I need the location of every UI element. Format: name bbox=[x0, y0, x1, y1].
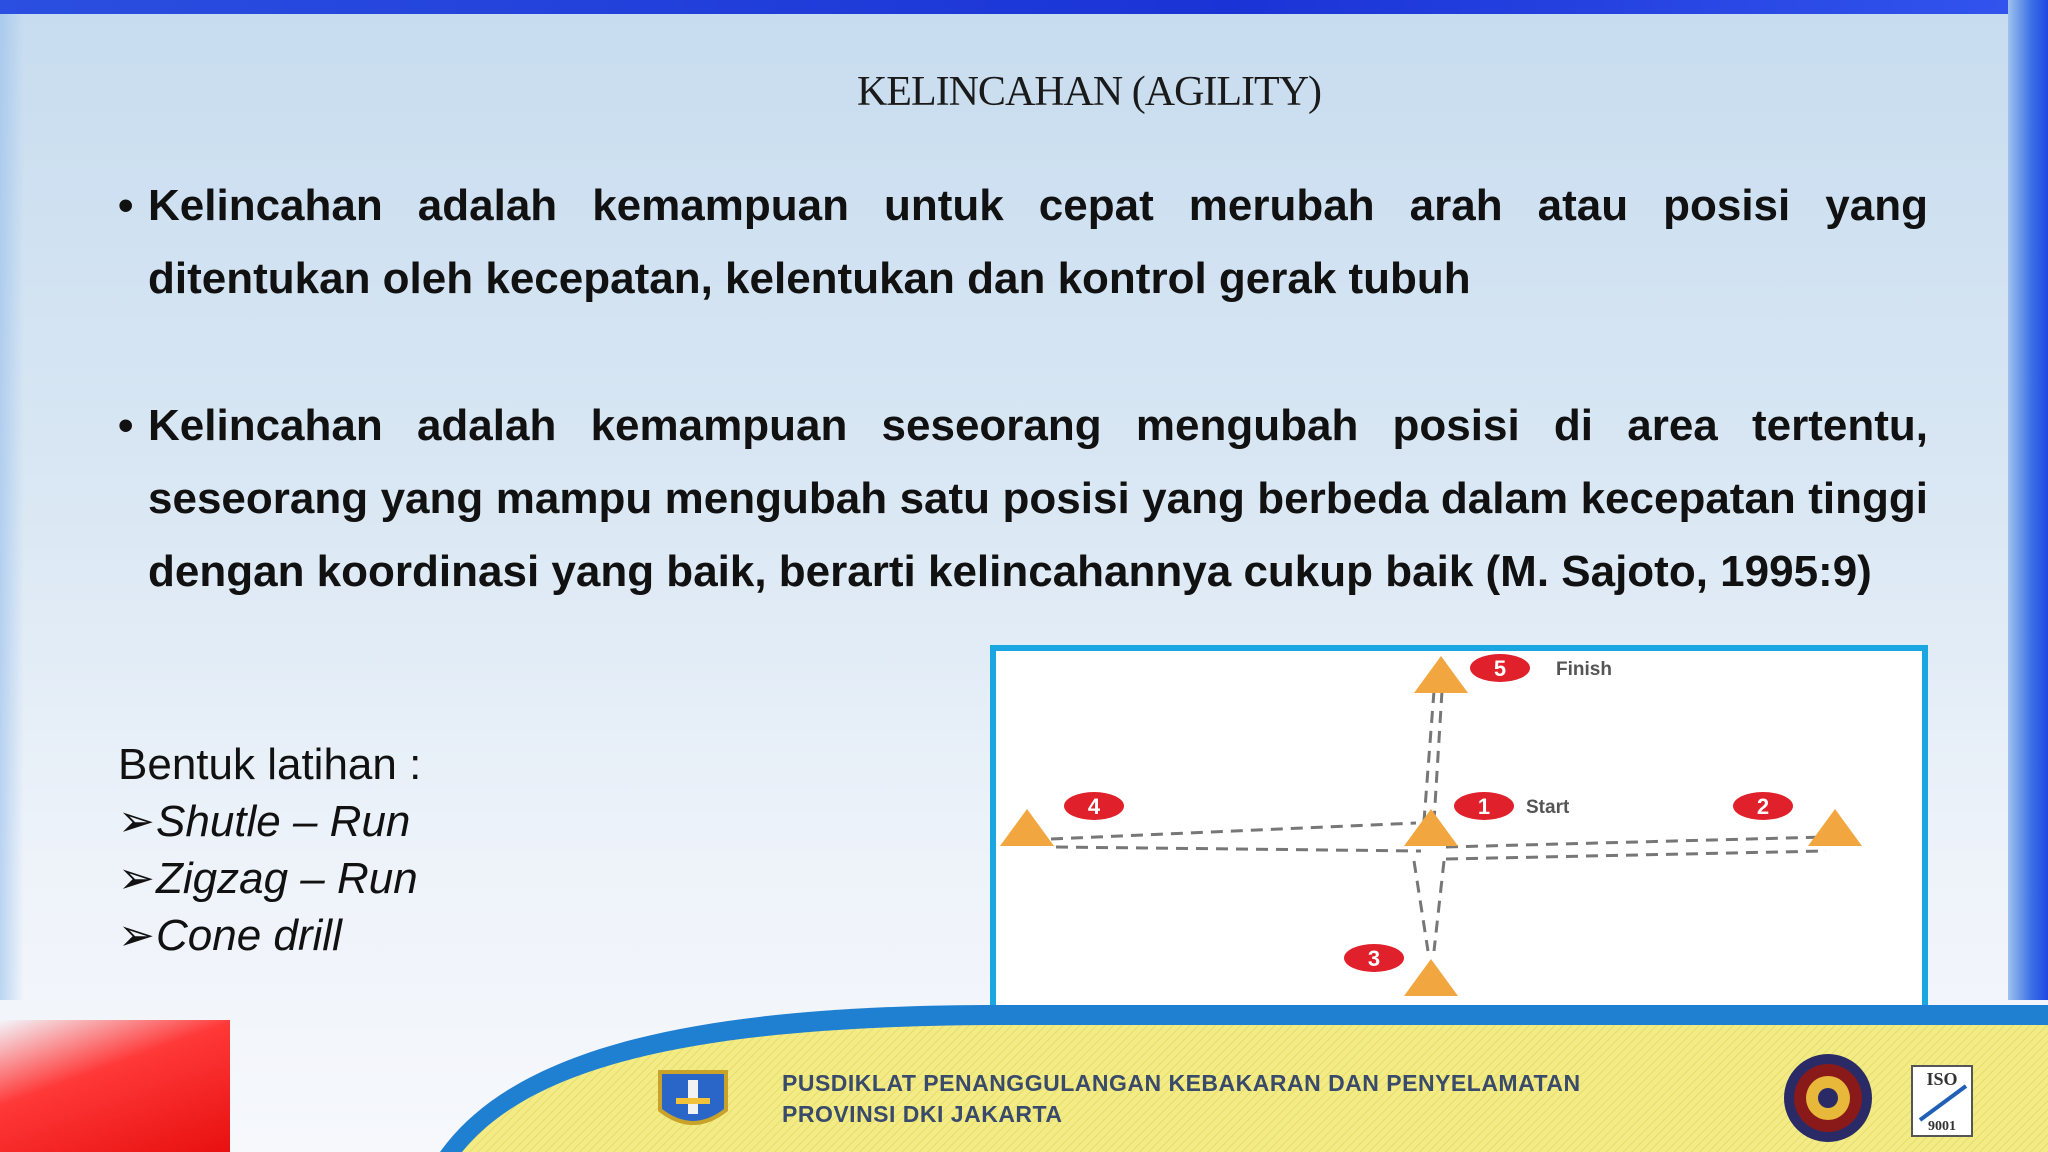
arrow-bullet-icon: ➢ bbox=[118, 797, 155, 846]
arrow-bullet-icon: ➢ bbox=[118, 854, 155, 903]
bullet-icon: • bbox=[118, 401, 134, 450]
list-item-label: Zigzag – Run bbox=[156, 854, 418, 903]
badge-2-number: 2 bbox=[1756, 794, 1770, 819]
badge-5-number: 5 bbox=[1493, 656, 1507, 681]
start-label: Start bbox=[1526, 797, 1570, 818]
slide-title: KELINCAHAN (AGILITY) bbox=[856, 69, 1322, 115]
arrow-bullet-icon: ➢ bbox=[118, 911, 155, 960]
footer-line-2: PROVINSI DKI JAKARTA bbox=[782, 1101, 1063, 1127]
footer-line-1: PUSDIKLAT PENANGGULANGAN KEBAKARAN DAN PENYELAMATAN bbox=[782, 1070, 1581, 1096]
finish-label: Finish bbox=[1556, 659, 1612, 680]
jakarta-emblem-icon bbox=[660, 1072, 726, 1123]
list-item-label: Shutle – Run bbox=[156, 797, 411, 846]
pusdiklat-emblem-icon bbox=[1784, 1054, 1872, 1142]
latihan-heading: Bentuk latihan : bbox=[118, 740, 422, 789]
iso-bottom-text: 9001 bbox=[1928, 1119, 1956, 1134]
list-item-label: Cone drill bbox=[156, 911, 342, 960]
bullet-icon: • bbox=[118, 181, 134, 230]
footer-institution bbox=[782, 1068, 1581, 1130]
iso-top-text: ISO bbox=[1926, 1069, 1958, 1089]
iso-9001-badge-icon bbox=[1912, 1066, 1972, 1136]
red-corner-decoration bbox=[0, 1020, 230, 1152]
paragraph-2-text: Kelincahan adalah kemampuan seseorang mengubah posisi di area tertentu, seseorang yang mampu mengubah satu posisi yang berbeda dalam kecepatan tinggi dengan koordinasi yang baik, berarti kelincahannya cukup baik (M. Sajoto, 1995:9) bbox=[148, 401, 1928, 596]
badge-3-number: 3 bbox=[1367, 946, 1381, 971]
badge-1-number: 1 bbox=[1477, 794, 1491, 819]
badge-4-number: 4 bbox=[1087, 794, 1101, 819]
paragraph-1-text: Kelincahan adalah kemampuan untuk cepat merubah arah atau posisi yang ditentukan oleh kecepatan, kelentukan dan kontrol gerak tubuh bbox=[148, 181, 1928, 303]
